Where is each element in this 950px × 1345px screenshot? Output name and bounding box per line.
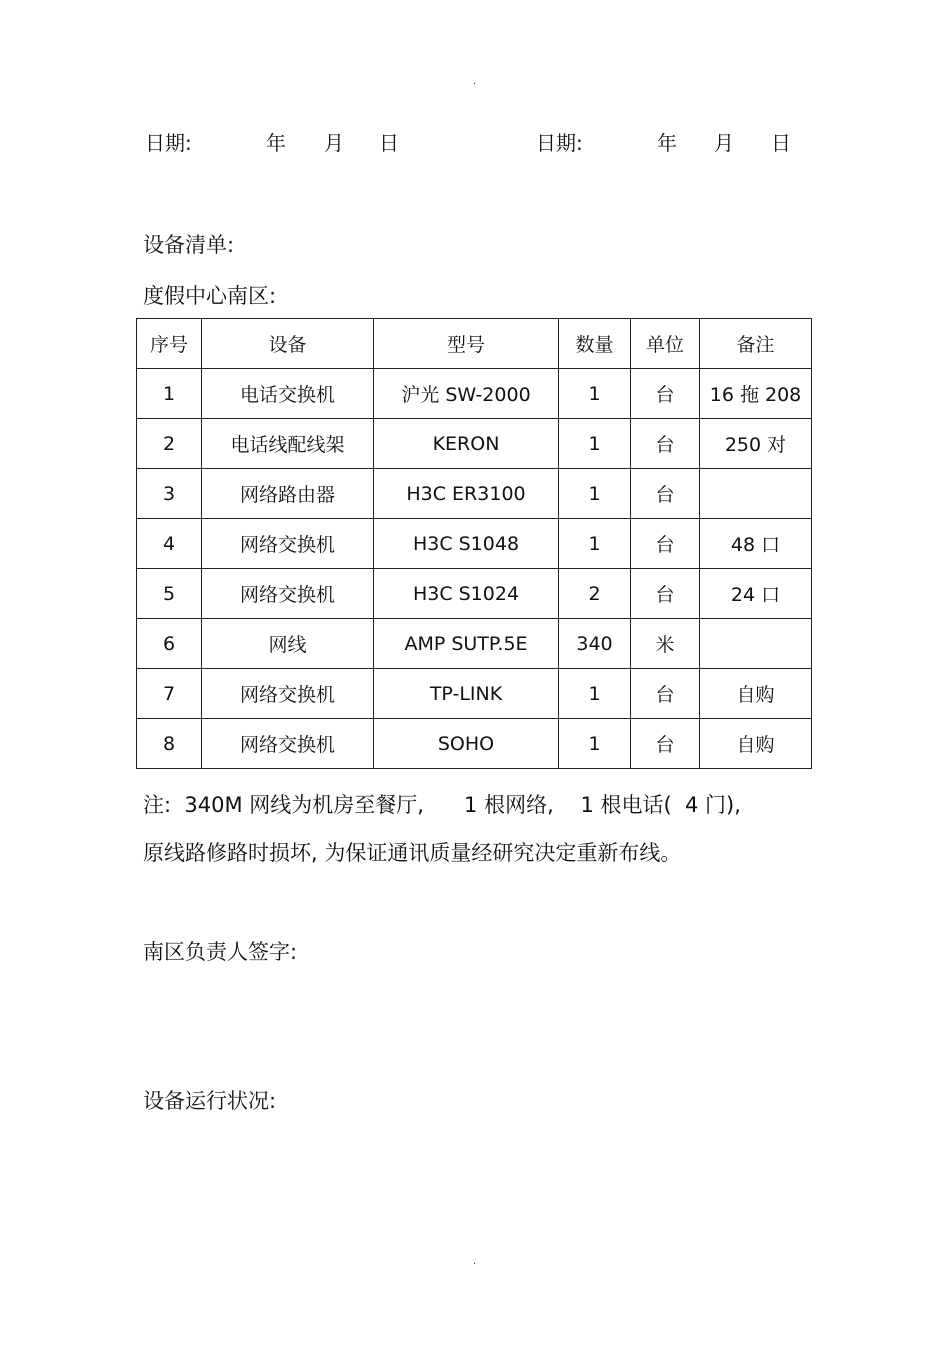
cell-quantity: 1: [559, 469, 631, 519]
cell-remark: 48 口: [700, 519, 812, 569]
cell-index: 8: [137, 719, 202, 769]
cell-quantity: 2: [559, 569, 631, 619]
cell-quantity: 1: [559, 519, 631, 569]
equipment-status-label: 设备运行状况:: [143, 1089, 277, 1113]
cell-quantity: 340: [559, 619, 631, 669]
date-label: 日期:: [536, 131, 583, 155]
note-line-1: 注: 340M 网线为机房至餐厅, 1 根网络, 1 根电话( 4 门),: [143, 793, 741, 817]
cell-remark: 250 对: [700, 419, 812, 469]
header-cell: 单位: [631, 319, 700, 369]
cell-quantity: 1: [559, 419, 631, 469]
year-label: 年: [266, 131, 286, 155]
cell-index: 4: [137, 519, 202, 569]
table-header-row: [137, 319, 812, 369]
cell-unit: 台: [631, 669, 700, 719]
header-cell: 型号: [374, 319, 559, 369]
cell-unit: 米: [631, 619, 700, 669]
header-dot: .: [473, 76, 477, 87]
cell-quantity: 1: [559, 369, 631, 419]
cell-quantity: 1: [559, 719, 631, 769]
cell-device: 网络路由器: [202, 469, 374, 519]
header-cell: 序号: [137, 319, 202, 369]
date-label: 日期:: [145, 131, 192, 155]
day-label: 日: [771, 131, 791, 155]
cell-model: H3C S1048: [374, 519, 559, 569]
year-label: 年: [657, 131, 677, 155]
header-cell: 备注: [700, 319, 812, 369]
cell-unit: 台: [631, 469, 700, 519]
footer-dot: .: [473, 1256, 477, 1267]
cell-quantity: 1: [559, 669, 631, 719]
cell-index: 7: [137, 669, 202, 719]
cell-unit: 台: [631, 569, 700, 619]
signature-label: 南区负责人签字:: [143, 940, 298, 964]
table-row: [137, 469, 812, 519]
cell-index: 6: [137, 619, 202, 669]
cell-device: 网线: [202, 619, 374, 669]
table-row: [137, 669, 812, 719]
table-row: [137, 569, 812, 619]
cell-device: 网络交换机: [202, 669, 374, 719]
cell-remark: 自购: [700, 719, 812, 769]
day-label: 日: [379, 131, 399, 155]
table-row: [137, 719, 812, 769]
cell-unit: 台: [631, 519, 700, 569]
header-cell: 设备: [202, 319, 374, 369]
cell-model: TP-LINK: [374, 669, 559, 719]
cell-device: 网络交换机: [202, 719, 374, 769]
cell-model: H3C ER3100: [374, 469, 559, 519]
month-label: 月: [324, 131, 344, 155]
cell-device: 电话交换机: [202, 369, 374, 419]
cell-remark: 24 口: [700, 569, 812, 619]
cell-unit: 台: [631, 719, 700, 769]
cell-index: 2: [137, 419, 202, 469]
table-row: [137, 619, 812, 669]
cell-device: 电话线配线架: [202, 419, 374, 469]
table-row: [137, 419, 812, 469]
cell-remark: [700, 469, 812, 519]
cell-model: H3C S1024: [374, 569, 559, 619]
cell-index: 3: [137, 469, 202, 519]
cell-unit: 台: [631, 369, 700, 419]
cell-model: AMP SUTP.5E: [374, 619, 559, 669]
equipment-list-heading: 设备清单:: [143, 233, 235, 257]
note-line-2: 原线路修路时损坏, 为保证通讯质量经研究决定重新布线。: [143, 841, 682, 865]
cell-model: KERON: [374, 419, 559, 469]
table-row: [137, 519, 812, 569]
cell-device: 网络交换机: [202, 569, 374, 619]
cell-device: 网络交换机: [202, 519, 374, 569]
cell-index: 5: [137, 569, 202, 619]
cell-index: 1: [137, 369, 202, 419]
header-cell: 数量: [559, 319, 631, 369]
cell-model: SOHO: [374, 719, 559, 769]
cell-remark: 自购: [700, 669, 812, 719]
area-heading: 度假中心南区:: [143, 284, 277, 308]
month-label: 月: [714, 131, 734, 155]
table-row: [137, 369, 812, 419]
cell-remark: [700, 619, 812, 669]
cell-model: 沪光 SW-2000: [374, 369, 559, 419]
cell-unit: 台: [631, 419, 700, 469]
equipment-table: [136, 318, 812, 769]
cell-remark: 16 拖 208: [700, 369, 812, 419]
